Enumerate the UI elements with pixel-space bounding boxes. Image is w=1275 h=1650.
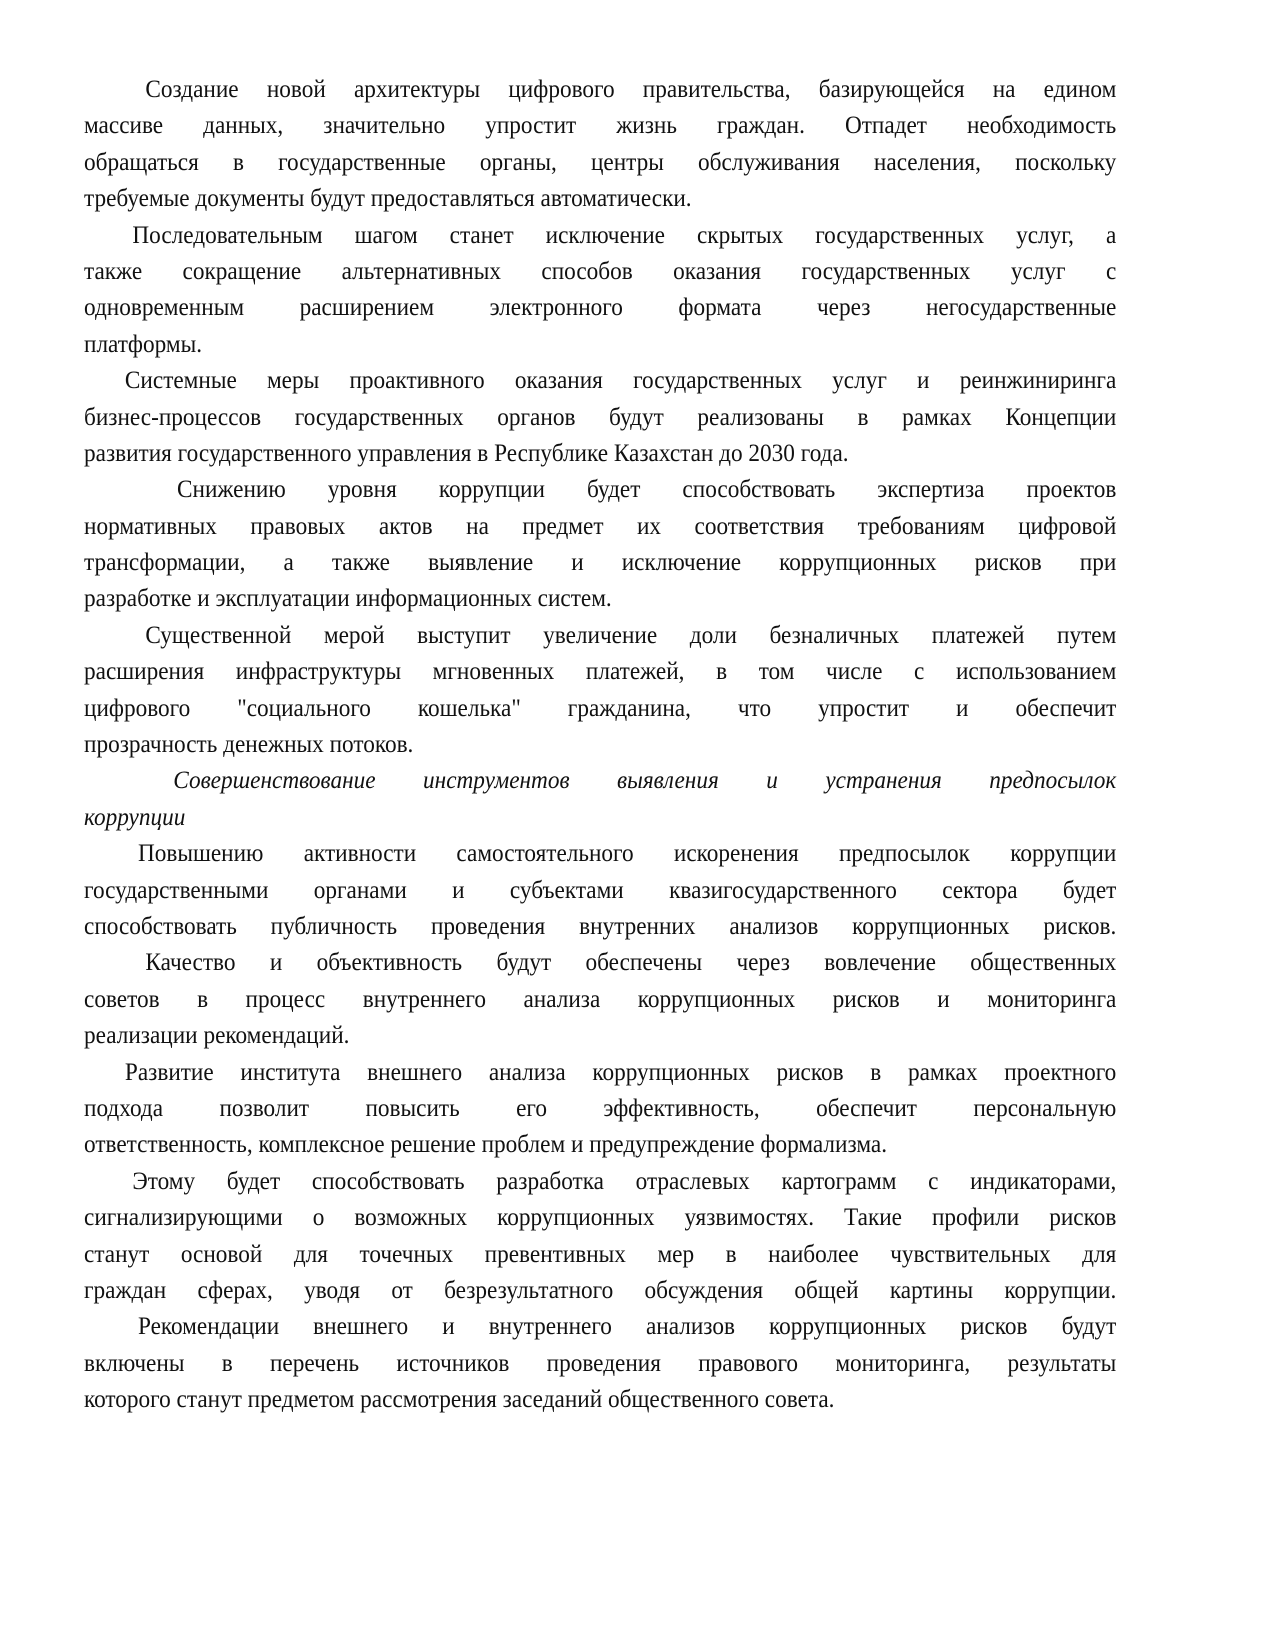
paragraph-external-analysis (84, 1055, 1117, 1164)
text-line: Развитие института внешнего анализа коррупционных рисков в рамках проектного (124, 1058, 1117, 1086)
text-line: развития государственного управления в Республике Казахстан до 2030 года. (84, 439, 849, 467)
paragraph-corruption-reduction (84, 472, 1117, 618)
text-line: массиве данных, значительно упростит жизнь граждан. Отпадет необходимость (84, 112, 1117, 140)
text-line: Существенной мерой выступит увеличение доли безналичных платежей путем (145, 621, 1117, 649)
paragraph-systemic-measures (84, 363, 1117, 472)
text-line: платформы. (84, 330, 203, 358)
paragraph-recommendations (84, 1309, 1117, 1418)
paragraph-self-eradication (84, 836, 1117, 945)
text-line: Повышению активности самостоятельного искоренения предпосылок коррупции (137, 840, 1117, 868)
text-line: граждан сферах, уводя от безрезультатного обсуждения общей картины коррупции. (84, 1276, 1117, 1304)
heading-line: Совершенствование инструментов выявления и устранения предпосылок (173, 767, 1117, 795)
paragraph-hidden-services (84, 218, 1117, 364)
text-line: станут основой для точечных превентивных мер в наиболее чувствительных для (84, 1240, 1117, 1268)
paragraph-cartograms (84, 1164, 1117, 1310)
text-line: советов в процесс внутреннего анализа коррупционных рисков и мониторинга (84, 985, 1117, 1013)
text-line: Создание новой архитектуры цифрового правительства, базирующейся на едином (145, 76, 1117, 103)
text-line: сигнализирующими о возможных коррупционных уязвимостях. Такие профили рисков (84, 1204, 1117, 1232)
document-page (84, 72, 1117, 1418)
text-line: государственными органами и субъектами квазигосударственного сектора будет (84, 876, 1117, 904)
heading-line: коррупции (84, 803, 186, 831)
text-line: нормативных правовых актов на предмет их соответствия требованиям цифровой (84, 512, 1117, 540)
text-line: реализации рекомендаций. (84, 1022, 350, 1050)
text-line: которого станут предметом рассмотрения заседаний общественного совета. (84, 1386, 835, 1414)
text-line: прозрачность денежных потоков. (84, 731, 414, 759)
text-line: Системные меры проактивного оказания государственных услуг и реинжиниринга (124, 367, 1117, 395)
text-line: Снижению уровня коррупции будет способствовать экспертиза проектов (177, 476, 1117, 504)
paragraph-cashless-payments (84, 618, 1117, 764)
text-line: одновременным расширением электронного формата через негосударственные (84, 294, 1117, 322)
text-line: трансформации, а также выявление и исключение коррупционных рисков при (84, 549, 1117, 577)
text-line: способствовать публичность проведения внутренних анализов коррупционных рисков. (84, 912, 1117, 940)
paragraph-digital-government (84, 72, 1117, 218)
text-line: обращаться в государственные органы, центры обслуживания населения, поскольку (84, 148, 1117, 176)
section-heading (84, 763, 1117, 836)
text-line: включены в перечень источников проведения правового мониторинга, результаты (84, 1349, 1117, 1377)
text-line: цифрового "социального кошелька" гражданина, что упростит и обеспечит (84, 694, 1117, 722)
text-line: Последовательным шагом станет исключение скрытых государственных услуг, а (132, 221, 1117, 249)
paragraph-quality-objectivity (84, 945, 1117, 1054)
text-line: разработке и эксплуатации информационных систем. (84, 585, 612, 613)
text-line: также сокращение альтернативных способов оказания государственных услуг с (84, 257, 1117, 285)
text-line: Рекомендации внешнего и внутреннего анализов коррупционных рисков будут (137, 1313, 1117, 1341)
text-line: бизнес-процессов государственных органов будут реализованы в рамках Концепции (84, 403, 1117, 431)
text-line: Этому будет способствовать разработка отраслевых картограмм с индикаторами, (132, 1167, 1117, 1195)
text-line: Качество и объективность будут обеспечены через вовлечение общественных (145, 949, 1117, 977)
text-line: ответственность, комплексное решение проблем и предупреждение формализма. (84, 1131, 888, 1159)
text-line: подхода позволит повысить его эффективность, обеспечит персональную (84, 1094, 1117, 1122)
text-line: расширения инфраструктуры мгновенных платежей, в том числе с использованием (84, 658, 1117, 686)
text-line: требуемые документы будут предоставляться автоматически. (84, 185, 692, 213)
